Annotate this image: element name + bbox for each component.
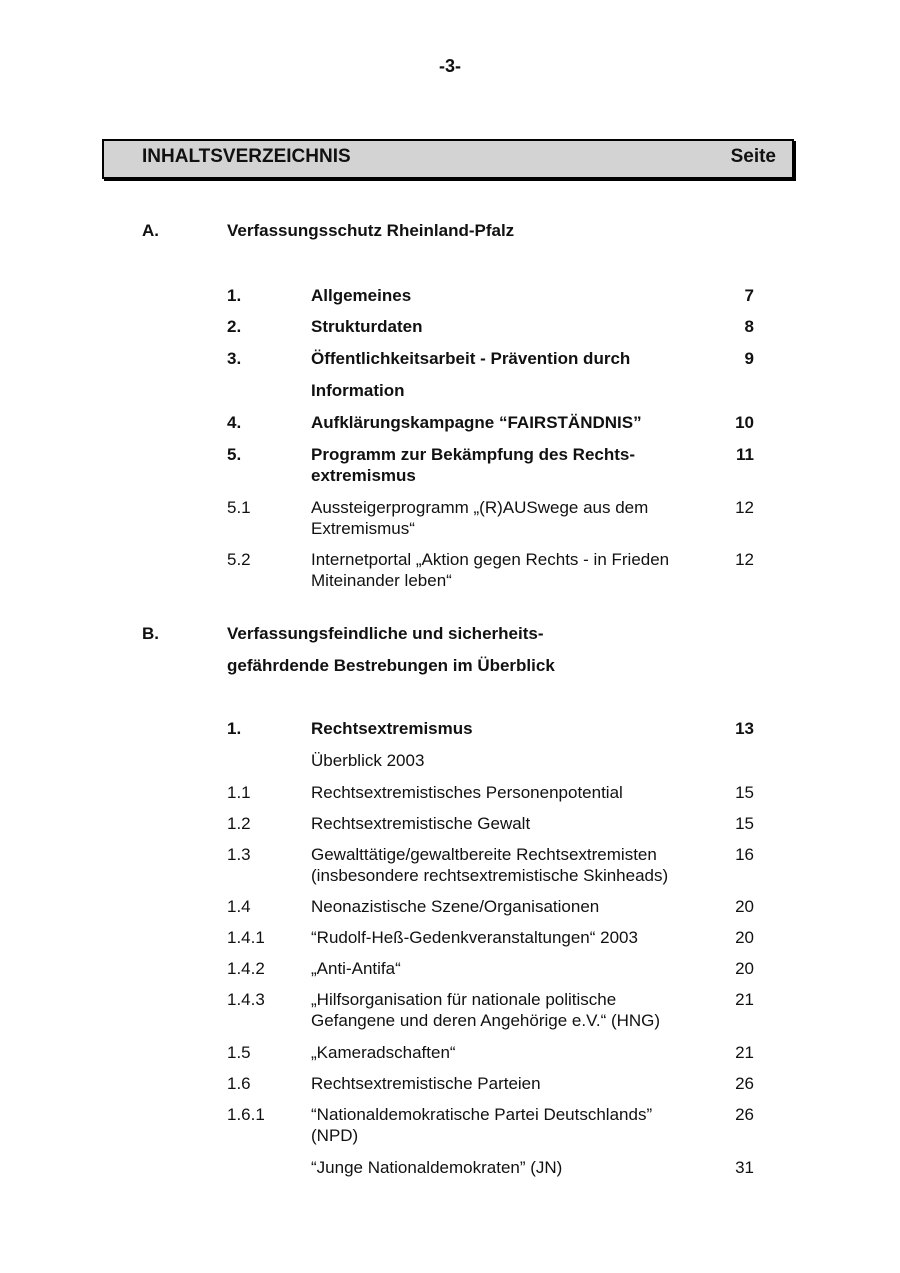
entry-title-line2: Extremismus“ bbox=[311, 519, 415, 538]
entry-title: „Anti-Antifa“ bbox=[311, 959, 401, 978]
entry-title: Information bbox=[311, 381, 405, 400]
entry-number: 1.5 bbox=[227, 1043, 251, 1062]
section-b-title-line1: Verfassungsfeindliche und sicherheits- bbox=[227, 624, 544, 643]
entry-title: Rechtsextremismus bbox=[311, 719, 473, 738]
entry-page: 11 bbox=[736, 445, 754, 464]
entry-title-line1: “Nationaldemokratische Partei Deutschlands” bbox=[311, 1105, 653, 1124]
entry-page: 20 bbox=[735, 959, 754, 978]
entry-title bbox=[311, 989, 711, 1031]
entry-number: 5. bbox=[227, 445, 242, 464]
entry-title: Rechtsextremistische Parteien bbox=[311, 1074, 541, 1093]
toc-page-label: Seite bbox=[730, 146, 776, 167]
entry-number: 1.4.2 bbox=[227, 959, 265, 978]
entry-title: Rechtsextremistische Gewalt bbox=[311, 814, 531, 833]
entry-title-line1: Gewalttätige/gewaltbereite Rechtsextremisten bbox=[311, 845, 657, 864]
entry-title: Rechtsextremistisches Personenpotential bbox=[311, 783, 623, 802]
entry-number: 1.4.3 bbox=[227, 990, 265, 1009]
entry-title bbox=[311, 497, 711, 539]
entry-page: 21 bbox=[735, 990, 754, 1009]
page-number: -3- bbox=[439, 56, 461, 76]
entry-number: 5.1 bbox=[227, 498, 251, 517]
entry-number: 1.6.1 bbox=[227, 1105, 265, 1124]
entry-title: “Junge Nationaldemokraten” (JN) bbox=[311, 1158, 563, 1177]
entry-page: 21 bbox=[735, 1043, 754, 1062]
entry-number: 5.2 bbox=[227, 550, 251, 569]
section-a-title: Verfassungsschutz Rheinland-Pfalz bbox=[227, 221, 515, 240]
entry-number: 1.3 bbox=[227, 845, 251, 864]
entry-page: 7 bbox=[744, 286, 754, 305]
entry-title-line2: Gefangene und deren Angehörige e.V.“ (HNG) bbox=[311, 1011, 661, 1030]
entry-title bbox=[311, 444, 711, 486]
entry-title: “Rudolf-Heß-Gedenkveranstaltungen“ 2003 bbox=[311, 928, 638, 947]
entry-title bbox=[311, 549, 711, 591]
entry-title bbox=[311, 844, 711, 886]
entry-number: 1.1 bbox=[227, 783, 251, 802]
entry-page: 10 bbox=[735, 413, 754, 432]
entry-title: Aufklärungskampagne “FAIRSTÄNDNIS” bbox=[311, 413, 642, 432]
entry-title-line2: (insbesondere rechtsextremistische Skinheads) bbox=[311, 866, 669, 885]
entry-title-line1: Aussteigerprogramm „(R)AUSwege aus dem bbox=[311, 498, 649, 517]
entry-page: 13 bbox=[735, 719, 754, 738]
entry-title: Allgemeines bbox=[311, 286, 412, 305]
entry-number: 1. bbox=[227, 719, 242, 738]
entry-page: 20 bbox=[735, 928, 754, 947]
entry-title-line2: (NPD) bbox=[311, 1126, 359, 1145]
entry-number: 1. bbox=[227, 286, 242, 305]
entry-page: 9 bbox=[744, 349, 754, 368]
entry-page: 16 bbox=[735, 845, 754, 864]
entry-page: 8 bbox=[744, 317, 754, 336]
entry-title-line1: Programm zur Bekämpfung des Rechts- bbox=[311, 445, 636, 464]
section-b-title-line2: gefährdende Bestrebungen im Überblick bbox=[227, 656, 555, 675]
entry-number: 4. bbox=[227, 413, 242, 432]
entry-title: Öffentlichkeitsarbeit - Prävention durch bbox=[311, 349, 631, 368]
section-a-letter: A. bbox=[142, 221, 159, 240]
entry-number: 1.4.1 bbox=[227, 928, 265, 947]
entry-title-line1: Internetportal „Aktion gegen Rechts - in Frieden bbox=[311, 550, 670, 569]
entry-page: 26 bbox=[735, 1074, 754, 1093]
entry-page: 12 bbox=[735, 550, 754, 569]
entry-page: 31 bbox=[735, 1158, 754, 1177]
entry-number: 2. bbox=[227, 317, 242, 336]
entry-title: „Kameradschaften“ bbox=[311, 1043, 456, 1062]
entry-number: 3. bbox=[227, 349, 242, 368]
entry-title bbox=[311, 1104, 711, 1146]
toc-title: INHALTSVERZEICHNIS bbox=[142, 146, 351, 167]
entry-page: 15 bbox=[735, 814, 754, 833]
entry-page: 15 bbox=[735, 783, 754, 802]
entry-title-line2: Miteinander leben“ bbox=[311, 571, 452, 590]
entry-title: Strukturdaten bbox=[311, 317, 423, 336]
entry-number: 1.4 bbox=[227, 897, 251, 916]
entry-page: 26 bbox=[735, 1105, 754, 1124]
entry-page: 20 bbox=[735, 897, 754, 916]
entry-page: 12 bbox=[735, 498, 754, 517]
entry-number: 1.2 bbox=[227, 814, 251, 833]
toc-header bbox=[102, 139, 794, 179]
entry-title-line1: „Hilfsorganisation für nationale politische bbox=[311, 990, 617, 1009]
section-b-letter: B. bbox=[142, 624, 159, 643]
entry-title: Neonazistische Szene/Organisationen bbox=[311, 897, 600, 916]
entry-number: 1.6 bbox=[227, 1074, 251, 1093]
entry-title: Überblick 2003 bbox=[311, 751, 425, 770]
entry-title-line2: extremismus bbox=[311, 466, 416, 485]
